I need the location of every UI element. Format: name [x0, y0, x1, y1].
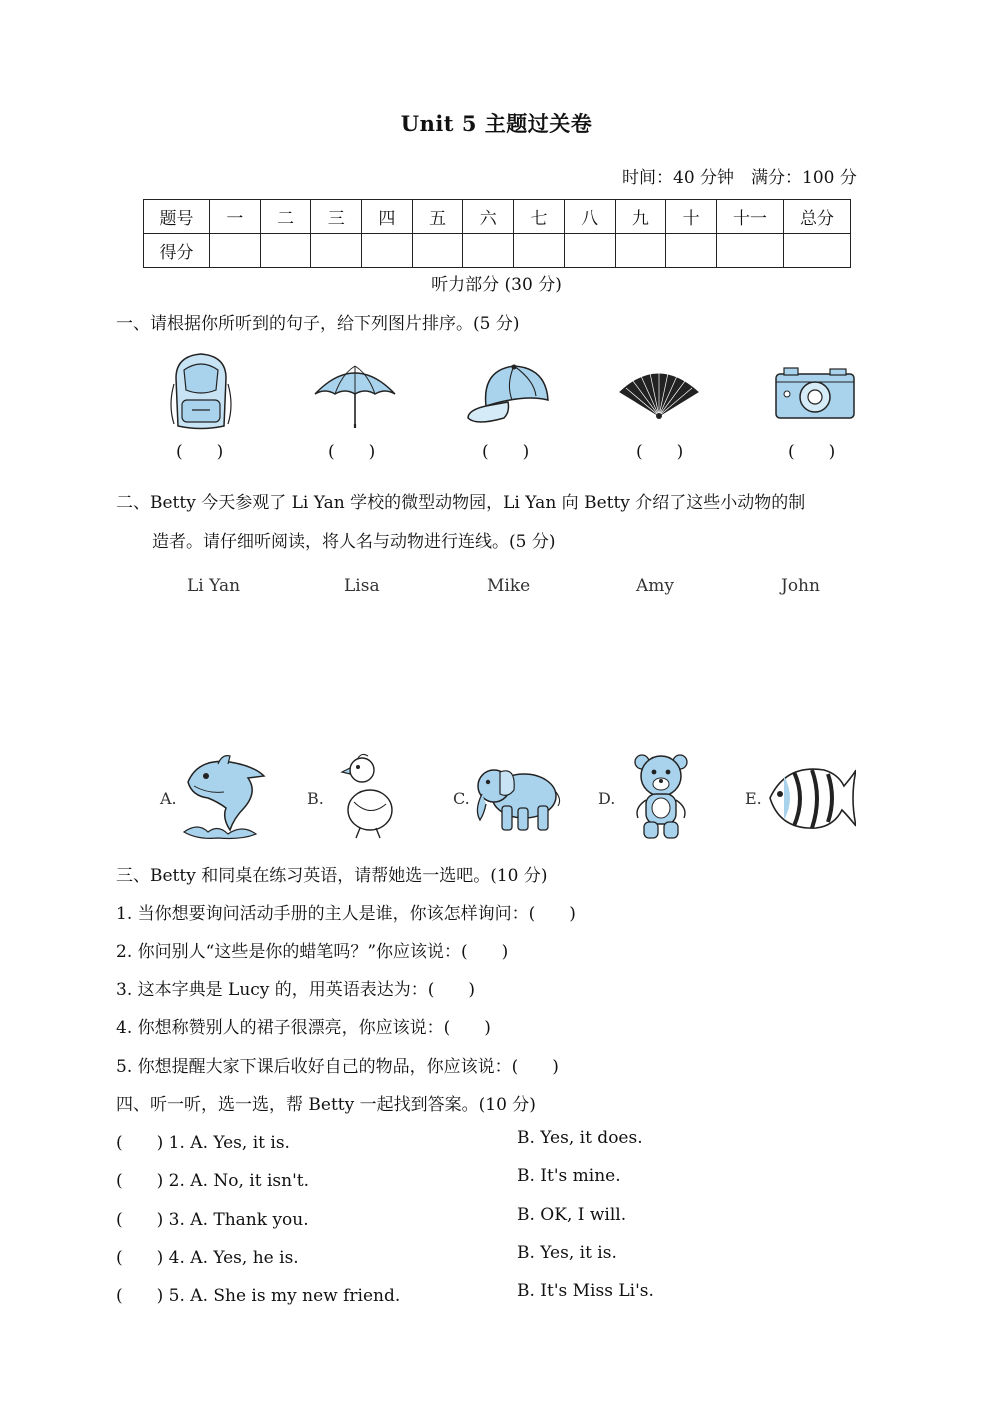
order-answer-blank[interactable]: ( ) — [788, 442, 836, 462]
score-row-label: 得分 — [144, 234, 210, 268]
score-input-cell[interactable] — [784, 234, 851, 268]
section3-question: 2. 你问别人“这些是你的蜡笔吗？”你应该说：( ) — [116, 942, 509, 962]
section2-instruction-line2: 造者。请仔细听阅读，将人名与动物进行连线。(5 分) — [152, 532, 556, 552]
score-input-cell[interactable] — [564, 234, 615, 268]
elephant-icon[interactable] — [472, 756, 562, 836]
score-header-cell: 九 — [615, 200, 666, 234]
person-name[interactable]: Amy — [636, 576, 675, 596]
section3-question: 4. 你想称赞别人的裙子很漂亮，你应该说：( ) — [116, 1018, 491, 1038]
score-input-cell[interactable] — [615, 234, 666, 268]
order-answer-blank[interactable]: ( ) — [636, 442, 684, 462]
person-name[interactable]: Li Yan — [187, 576, 241, 596]
score-header-cell: 六 — [463, 200, 514, 234]
camera-icon — [774, 364, 856, 420]
score-header-cell: 十一 — [717, 200, 784, 234]
person-name[interactable]: John — [781, 576, 820, 596]
section4-option-a[interactable]: ( ) 4. A. Yes, he is. — [116, 1248, 299, 1268]
person-name[interactable]: Lisa — [344, 576, 380, 596]
score-input-cell[interactable] — [463, 234, 514, 268]
score-header-cell: 三 — [311, 200, 362, 234]
section3-question: 3. 这本字典是 Lucy 的，用英语表达为：( ) — [116, 980, 476, 1000]
section4-option-a[interactable]: ( ) 5. A. She is my new friend. — [116, 1286, 401, 1306]
person-name[interactable]: Mike — [487, 576, 531, 596]
score-input-cell[interactable] — [362, 234, 413, 268]
cap-icon — [464, 360, 552, 428]
score-header-cell: 七 — [514, 200, 565, 234]
score-header-cell: 题号 — [144, 200, 210, 234]
section3-question: 1. 当你想要询问活动手册的主人是谁，你该怎样询问：( ) — [116, 904, 576, 924]
duck-icon[interactable] — [340, 752, 400, 840]
section4-option-b[interactable]: B. It's mine. — [517, 1166, 621, 1186]
animal-letter: E. — [745, 789, 762, 808]
dolphin-icon[interactable] — [178, 752, 270, 840]
score-header-cell: 一 — [210, 200, 261, 234]
score-input-cell[interactable] — [717, 234, 784, 268]
score-header-cell: 五 — [412, 200, 463, 234]
animal-letter: B. — [307, 789, 324, 808]
score-header-cell: 二 — [260, 200, 311, 234]
score-header-cell: 总分 — [784, 200, 851, 234]
score-header-cell: 四 — [362, 200, 413, 234]
score-header-cell: 八 — [564, 200, 615, 234]
animal-letter: C. — [453, 789, 470, 808]
section1-instruction: 一、请根据你所听到的句子，给下列图片排序。(5 分) — [116, 314, 520, 334]
order-answer-blank[interactable]: ( ) — [176, 442, 224, 462]
score-input-cell[interactable] — [514, 234, 565, 268]
section4-option-b[interactable]: B. Yes, it does. — [517, 1128, 643, 1148]
time-info: 时间：40 分钟 满分：100 分 — [622, 168, 857, 188]
page-title: Unit 5 主题过关卷 — [400, 111, 593, 136]
score-table-score-row — [144, 234, 851, 268]
score-table-header-row — [144, 200, 851, 234]
score-header-cell: 十 — [666, 200, 717, 234]
section3-instruction: 三、Betty 和同桌在练习英语，请帮她选一选吧。(10 分) — [116, 866, 548, 886]
umbrella-icon — [312, 362, 398, 430]
section4-option-b[interactable]: B. OK, I will. — [517, 1205, 627, 1225]
fan-icon — [618, 366, 700, 420]
animal-letter: A. — [160, 789, 177, 808]
score-input-cell[interactable] — [311, 234, 362, 268]
score-input-cell[interactable] — [260, 234, 311, 268]
score-input-cell[interactable] — [412, 234, 463, 268]
order-answer-blank[interactable]: ( ) — [328, 442, 376, 462]
score-input-cell[interactable] — [666, 234, 717, 268]
score-table — [143, 199, 851, 268]
score-input-cell[interactable] — [210, 234, 261, 268]
fish-icon[interactable] — [766, 760, 856, 834]
section3-question: 5. 你想提醒大家下课后收好自己的物品，你应该说：( ) — [116, 1057, 559, 1077]
backpack-icon — [166, 350, 236, 434]
section4-option-b[interactable]: B. It's Miss Li's. — [517, 1281, 654, 1301]
bear-icon[interactable] — [628, 750, 698, 842]
section2-instruction-line1: 二、Betty 今天参观了 Li Yan 学校的微型动物园，Li Yan 向 Betty 介绍了这些小动物的制 — [116, 493, 806, 513]
animal-letter: D. — [598, 789, 616, 808]
section4-option-a[interactable]: ( ) 1. A. Yes, it is. — [116, 1133, 290, 1153]
listening-heading: 听力部分 (30 分) — [431, 275, 562, 295]
section4-option-a[interactable]: ( ) 3. A. Thank you. — [116, 1210, 309, 1230]
section4-instruction: 四、听一听，选一选，帮 Betty 一起找到答案。(10 分) — [116, 1095, 536, 1115]
section4-option-a[interactable]: ( ) 2. A. No, it isn't. — [116, 1171, 309, 1191]
order-answer-blank[interactable]: ( ) — [482, 442, 530, 462]
section4-option-b[interactable]: B. Yes, it is. — [517, 1243, 617, 1263]
